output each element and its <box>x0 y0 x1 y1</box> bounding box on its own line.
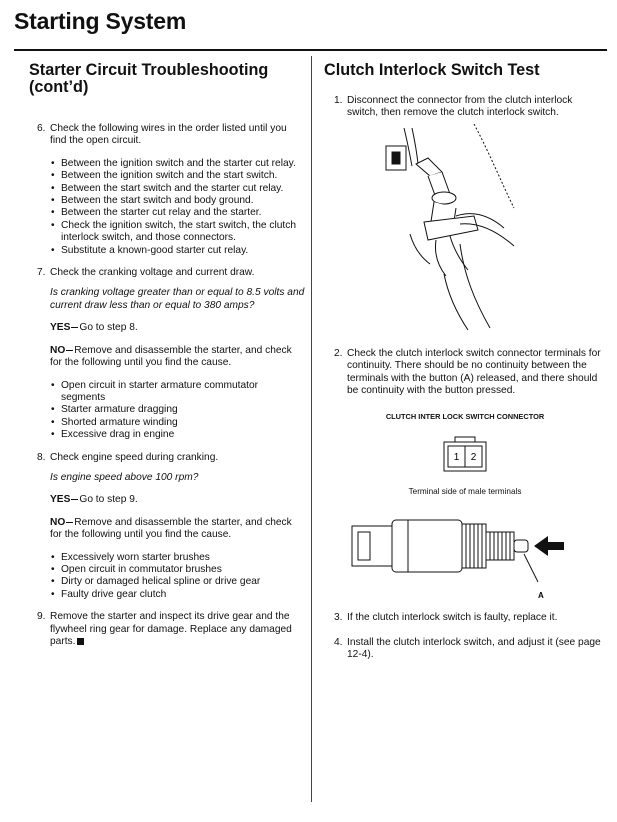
column-divider <box>311 56 312 802</box>
step-text <box>50 611 305 648</box>
starter-steps <box>37 123 305 648</box>
step-7 <box>37 267 305 441</box>
no-label: NO <box>50 344 66 356</box>
step-4 <box>334 637 606 662</box>
wire-check-list <box>50 158 305 257</box>
switch-removal-illustration <box>364 124 534 342</box>
switch-side-view <box>348 512 580 604</box>
list-item: • Check the ignition switch, the start switch, the clutch interlock switch, and those connectors. <box>50 220 305 245</box>
clutch-steps-2 <box>334 348 606 398</box>
yes-text: Go to step 8. <box>79 322 138 334</box>
step-text: Disconnect the connector from the clutch interlock switch, then remove the clutch interlock switch. <box>347 95 573 119</box>
callout-a-label: A <box>538 591 544 601</box>
left-column <box>29 61 305 648</box>
step-number: 1. <box>334 95 343 106</box>
step-number: 4. <box>334 636 343 648</box>
list-item: • Open circuit in starter armature commutator segments <box>50 380 305 405</box>
list-item: • Dirty or damaged helical spline or drive gear <box>50 576 305 588</box>
step-number: 3. <box>334 612 343 624</box>
list-item: • Between the start switch and the starter cut relay. <box>50 183 305 195</box>
list-item: • Excessively worn starter brushes <box>50 552 305 564</box>
arrow-icon <box>534 536 564 556</box>
section-title-clutch-interlock: Clutch Interlock Switch Test <box>324 61 540 79</box>
list-item: • Between the ignition switch and the start switch. <box>50 170 305 182</box>
list-item: • Substitute a known-good starter cut relay. <box>50 245 305 257</box>
step-3 <box>334 612 606 624</box>
step-2 <box>334 348 606 398</box>
cause-list <box>50 552 305 602</box>
dash-mark <box>71 499 78 500</box>
no-text: Remove and disassemble the starter, and check for the following until you find the cause. <box>50 516 292 541</box>
terminal-side-note: Terminal side of male terminals <box>408 486 522 496</box>
step-number: 9. <box>37 611 46 623</box>
step-text: Check the cranking voltage and current draw. <box>50 267 255 279</box>
no-text: Remove and disassemble the starter, and check for the following until you find the cause. <box>50 344 292 369</box>
list-item: • Between the start switch and body ground. <box>50 195 305 207</box>
terminal-1-label: 1 <box>453 451 460 463</box>
step-number: 6. <box>37 123 46 134</box>
step-number: 8. <box>37 451 46 463</box>
step-number: 2. <box>334 347 343 359</box>
yes-answer <box>50 494 305 506</box>
yes-text: Go to step 9. <box>79 494 138 506</box>
no-answer <box>50 517 305 542</box>
end-of-section-mark <box>77 638 84 645</box>
list-item: • Between the ignition switch and the starter cut relay. <box>50 158 305 170</box>
no-answer <box>50 345 305 370</box>
step-number: 7. <box>37 267 46 279</box>
dash-mark <box>71 327 78 328</box>
connector-diagram <box>443 436 487 472</box>
step-text: Check the following wires in the order listed until you find the open circuit. <box>50 123 287 147</box>
step-text-body: Remove the starter and inspect its drive gear and the flywheel ring gear for damage. Replace any damaged parts. <box>50 611 292 647</box>
list-item: • Starter armature dragging <box>50 404 305 416</box>
list-item: • Faulty drive gear clutch <box>50 589 305 601</box>
header-rule <box>14 49 607 51</box>
no-label: NO <box>50 516 66 528</box>
list-item: • Excessive drag in engine <box>50 429 305 441</box>
step-question: Is cranking voltage greater than or equal to 8.5 volts and current draw less than or equal to 380 amps? <box>50 287 305 311</box>
list-item: • Open circuit in commutator brushes <box>50 564 305 576</box>
clutch-steps <box>334 95 606 120</box>
step-text: If the clutch interlock switch is faulty, replace it. <box>347 612 558 624</box>
page-title: Starting System <box>14 8 187 34</box>
step-9 <box>37 611 305 648</box>
dash-mark <box>66 350 73 351</box>
cause-list <box>50 380 305 442</box>
yes-answer <box>50 322 305 334</box>
step-text: Check the clutch interlock switch connector terminals for continuity. There should be no continuity between the terminals with the button (A) released, and there should be continuity with the button pressed. <box>347 347 601 397</box>
step-1 <box>334 95 606 120</box>
step-question: Is engine speed above 100 rpm? <box>50 471 199 483</box>
yes-label: YES <box>50 494 71 506</box>
step-6 <box>37 123 305 257</box>
figure-caption: CLUTCH INTER LOCK SWITCH CONNECTOR <box>385 412 545 422</box>
yes-label: YES <box>50 322 71 334</box>
terminal-2-label: 2 <box>470 451 477 463</box>
connector-figure <box>324 411 606 604</box>
dash-mark <box>66 522 73 523</box>
right-column <box>324 62 606 661</box>
section-title-starter-circuit: Starter Circuit Troubleshooting (cont’d) <box>29 61 269 96</box>
list-item: • Shorted armature winding <box>50 417 305 429</box>
step-text: Install the clutch interlock switch, and adjust it (see page 12-4). <box>347 636 601 661</box>
step-8 <box>37 452 305 602</box>
clutch-steps-3 <box>334 612 606 661</box>
list-item: • Between the starter cut relay and the starter. <box>50 207 305 219</box>
step-text: Check engine speed during cranking. <box>50 451 219 463</box>
